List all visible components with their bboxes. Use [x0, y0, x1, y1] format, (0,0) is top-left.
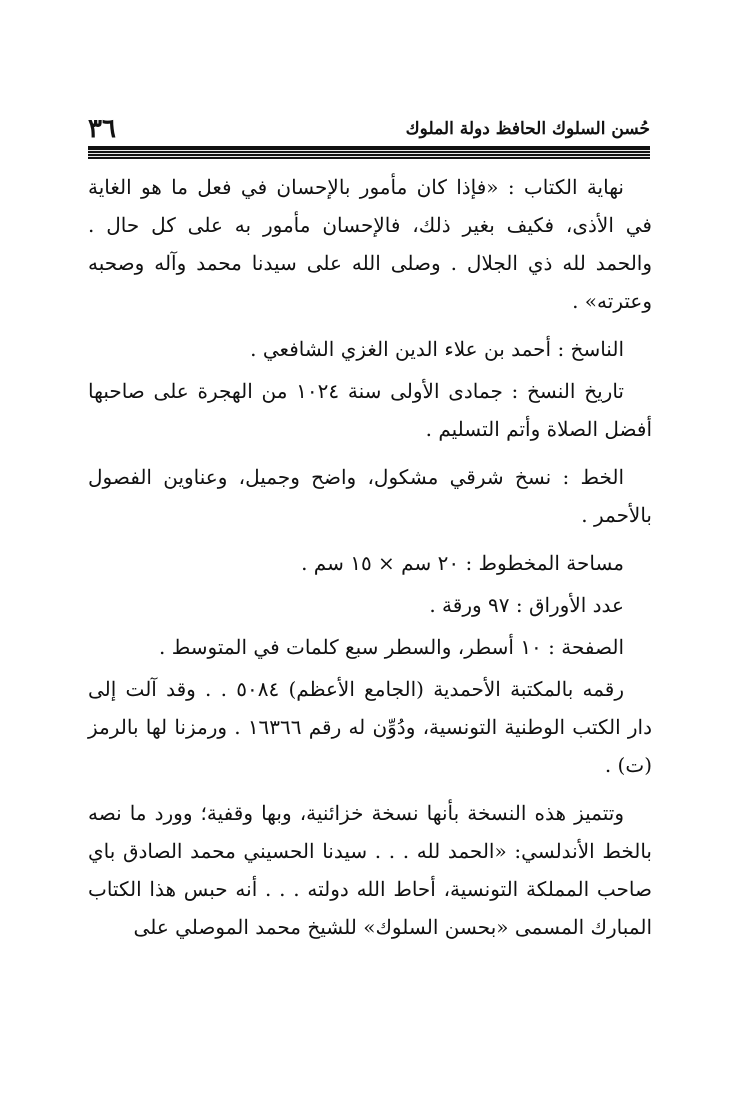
paragraph-page-layout: الصفحة : ١٠ أسطر، والسطر سبع كلمات في المتوسط .	[159, 635, 624, 659]
page-body	[88, 168, 652, 956]
paragraph-copy-date: تاريخ النسخ : جمادى الأولى سنة ١٠٢٤ من الهجرة على صاحبها أفضل الصلاة وأتم التسليم .	[88, 379, 652, 441]
paragraph-catalog-number: رقمه بالمكتبة الأحمدية (الجامع الأعظم) ٥٠٨٤ . . وقد آلت إلى دار الكتب الوطنية التونسية، ودُوِّن له رقم ١٦٣٦٦ . ورمزنا لها بالرمز (ت) .	[88, 677, 652, 777]
paragraph-copyist: الناسخ : أحمد بن علاء الدين الغزي الشافعي .	[250, 337, 624, 361]
paragraph-ending: نهاية الكتاب : «فإذا كان مأمور بالإحسان في فعل ما هو الغاية في الأذى، فكيف بغير ذلك، فالإحسان مأمور به على كل حال . والحمد لله ذي الجلال . وصلى الله على سيدنا محمد وآله وصحبه وعترته» .	[88, 175, 652, 313]
page-header	[88, 102, 650, 142]
paragraph-size: مساحة المخطوط : ٢٠ سم × ١٥ سم .	[301, 551, 624, 575]
paragraph-script: الخط : نسخ شرقي مشكول، واضح وجميل، وعناوين الفصول بالأحمر .	[88, 465, 652, 527]
page-number: ٣٦	[88, 114, 116, 144]
paragraph-distinction: وتتميز هذه النسخة بأنها نسخة خزائنية، وبها وقفية؛ وورد ما نصه بالخط الأندلسي: «الحمد لله . . . سيدنا الحسيني محمد الصادق باي صاحب المملكة التونسية، أحاط الله دولته . . . أنه حبس هذا الكتاب المبارك المسمى «بحسن السلوك» للشيخ محمد الموصلي على	[88, 801, 652, 939]
header-rule	[88, 146, 650, 159]
paragraph-leaves: عدد الأوراق : ٩٧ ورقة .	[429, 593, 624, 617]
running-title: حُسن السلوك الحافظ دولة الملوك	[405, 119, 650, 139]
